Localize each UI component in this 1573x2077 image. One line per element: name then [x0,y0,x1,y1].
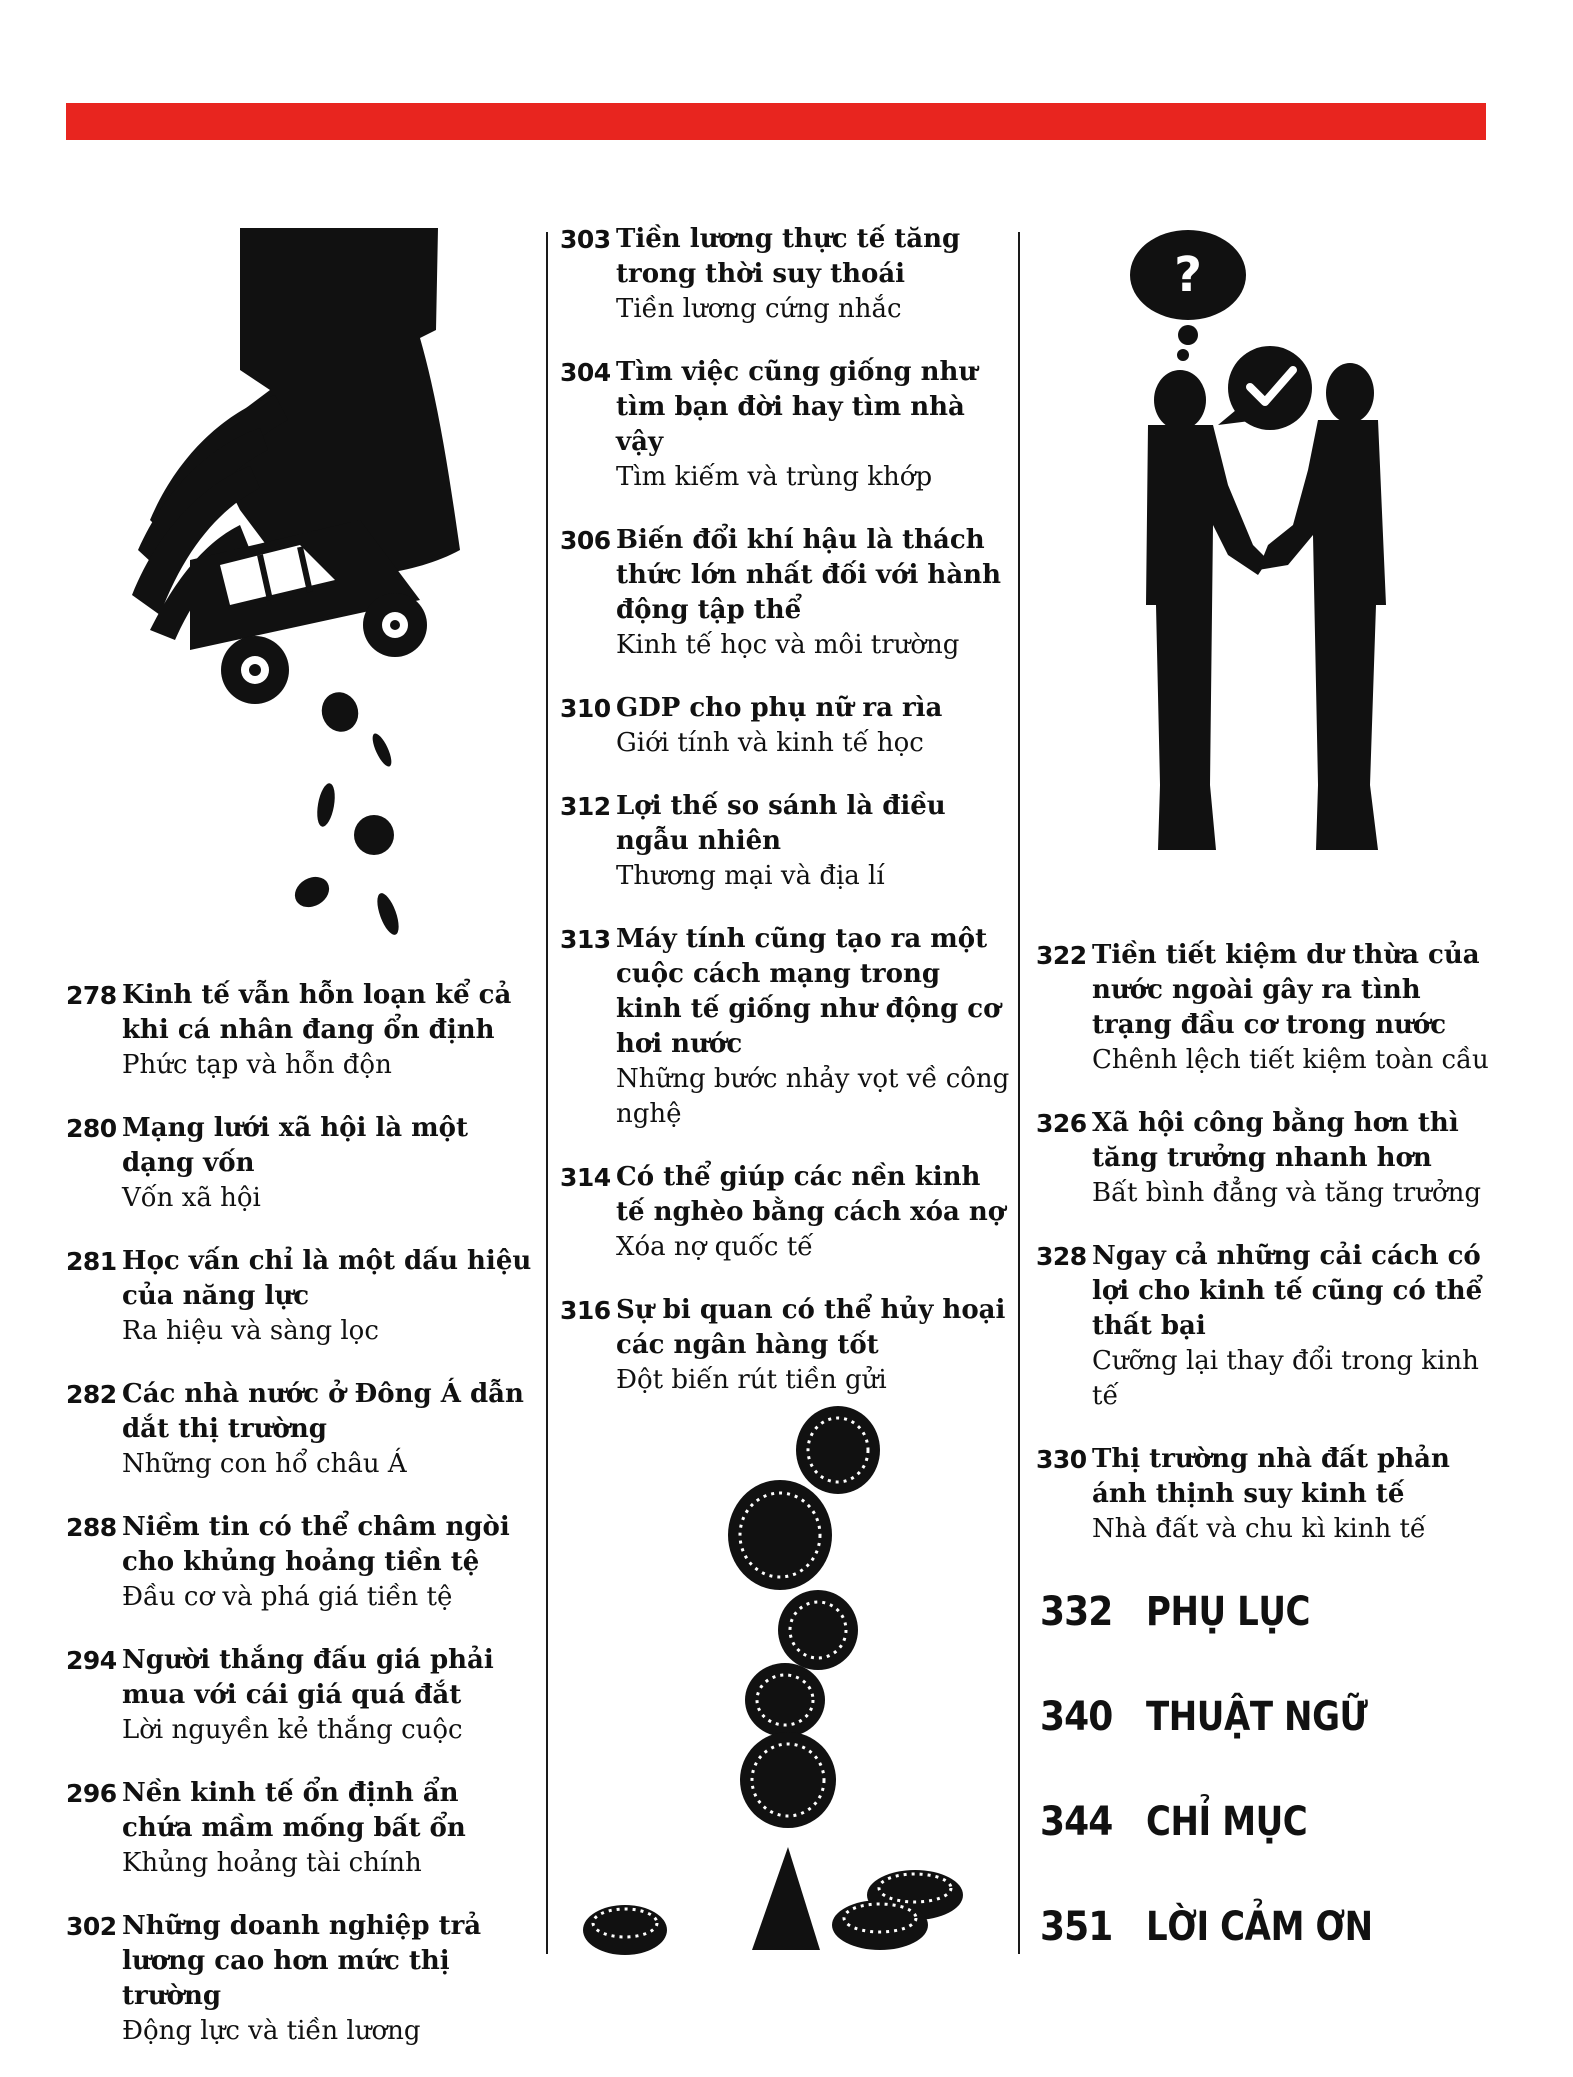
page-number: 282 [66,1380,117,1409]
page-number: 280 [66,1114,117,1143]
toc-column-middle [560,222,1010,1426]
page-number: 302 [66,1912,117,1941]
page-number: 281 [66,1247,117,1276]
entry-title: Các nhà nước ở Đông Á dẫn dắt thị trường [122,1379,524,1444]
entry-subtitle: Động lực và tiền lương [122,2016,421,2046]
page-number: 296 [66,1779,117,1808]
page-number: 303 [560,225,611,254]
toc-entry[interactable] [66,1909,536,2049]
toc-entry[interactable] [560,1160,1010,1265]
toc-entry[interactable] [66,1510,536,1615]
toc-entry[interactable] [66,1776,536,1881]
column-divider-left [546,232,548,1954]
back-matter-entry[interactable] [1040,1793,1500,1851]
entry-subtitle: Đột biến rút tiền gửi [616,1365,887,1395]
toc-entry[interactable] [66,1643,536,1748]
entry-title: Những doanh nghiệp trả lương cao hơn mức thị trường [122,1911,482,2011]
toc-entry[interactable] [66,1377,536,1482]
entry-subtitle: Tìm kiếm và trùng khớp [616,462,933,492]
entry-subtitle: Khủng hoảng tài chính [122,1848,422,1878]
entry-title: Xã hội công bằng hơn thì tăng trưởng nhanh hơn [1092,1108,1459,1173]
entry-title: Sự bi quan có thể hủy hoại các ngân hàng tốt [616,1295,1006,1360]
entry-subtitle: Giới tính và kinh tế học [616,728,924,758]
entry-title: Nền kinh tế ổn định ẩn chứa mầm mống bất ổn [122,1778,466,1843]
toc-entry[interactable] [560,222,1010,327]
toc-column-left [66,978,536,2077]
page-number: 351 [1040,1904,1113,1950]
page-number: 328 [1036,1242,1087,1271]
toc-entry[interactable] [1036,938,1496,1078]
entry-subtitle: Phức tạp và hỗn độn [122,1050,392,1080]
toc-entry[interactable] [66,978,536,1083]
entry-title: GDP cho phụ nữ ra rìa [616,693,943,723]
back-matter-entry[interactable] [1040,1583,1500,1641]
page-number: 304 [560,358,611,387]
entry-title: Có thể giúp các nền kinh tế nghèo bằng cách xóa nợ [616,1162,1006,1227]
page-number: 344 [1040,1799,1113,1845]
entry-subtitle: Thương mại và địa lí [616,861,885,891]
section-label: LỜI CẢM ƠN [1146,1904,1373,1950]
entry-title: Tiền lương thực tế tăng trong thời suy thoái [616,224,961,289]
entry-title: Ngay cả những cải cách có lợi cho kinh tế cũng có thể thất bại [1092,1241,1483,1341]
back-matter-entry[interactable] [1040,1688,1500,1746]
entry-title: Máy tính cũng tạo ra một cuộc cách mạng trong kinh tế giống như động cơ hơi nước [616,924,1001,1059]
balanced-coins-illustration [580,1395,1010,1955]
toc-entry[interactable] [66,1111,536,1216]
entry-title: Kinh tế vẫn hỗn loạn kể cả khi cá nhân đang ổn định [122,980,512,1045]
page-number: 278 [66,981,117,1010]
question-mark-icon: ? [1174,247,1202,303]
entry-subtitle: Kinh tế học và môi trường [616,630,960,660]
page-number: 310 [560,694,611,723]
toc-entry[interactable] [1036,1239,1496,1414]
handshake-illustration [1118,225,1398,850]
page-number: 340 [1040,1694,1113,1740]
page-number: 332 [1040,1589,1113,1635]
toc-entry[interactable] [1036,1442,1496,1547]
entry-title: Niềm tin có thể châm ngòi cho khủng hoảng tiền tệ [122,1512,510,1577]
toc-entry[interactable] [560,1293,1010,1398]
page-number: 312 [560,792,611,821]
toc-entry[interactable] [560,922,1010,1132]
entry-title: Tiền tiết kiệm dư thừa của nước ngoài gây ra tình trạng đầu cơ trong nước [1092,940,1480,1040]
entry-subtitle: Tiền lương cứng nhắc [616,294,902,324]
page-number: 313 [560,925,611,954]
section-label: PHỤ LỤC [1146,1589,1311,1635]
toc-entry[interactable] [560,789,1010,894]
entry-subtitle: Bất bình đẳng và tăng trưởng [1092,1178,1481,1208]
toc-entry[interactable] [560,355,1010,495]
entry-subtitle: Ra hiệu và sàng lọc [122,1316,379,1346]
entry-subtitle: Cưỡng lại thay đổi trong kinh tế [1092,1346,1479,1411]
entry-subtitle: Đầu cơ và phá giá tiền tệ [122,1582,453,1612]
entry-subtitle: Nhà đất và chu kì kinh tế [1092,1514,1426,1544]
entry-subtitle: Những con hổ châu Á [122,1449,407,1479]
toc-entry[interactable] [560,523,1010,663]
toc-column-right [1036,938,1496,1575]
entry-title: Tìm việc cũng giống như tìm bạn đời hay tìm nhà vậy [616,357,978,457]
entry-title: Thị trường nhà đất phản ánh thịnh suy kinh tế [1092,1444,1450,1509]
page-number: 326 [1036,1109,1087,1138]
section-label: THUẬT NGỮ [1146,1694,1368,1740]
entry-title: Mạng lưới xã hội là một dạng vốn [122,1113,469,1178]
page-number: 288 [66,1513,117,1542]
back-matter-list [1040,1583,1500,2003]
page-number: 294 [66,1646,117,1675]
page-number: 314 [560,1163,611,1192]
entry-subtitle: Những bước nhảy vọt về công nghệ [616,1064,1010,1129]
column-divider-right [1018,232,1020,1954]
page-number: 322 [1036,941,1087,970]
page-number: 316 [560,1296,611,1325]
entry-subtitle: Chênh lệch tiết kiệm toàn cầu [1092,1045,1489,1075]
entry-subtitle: Lời nguyền kẻ thắng cuộc [122,1715,463,1745]
section-label: CHỈ MỤC [1146,1799,1308,1845]
entry-subtitle: Vốn xã hội [122,1183,261,1213]
back-matter-entry[interactable] [1040,1898,1500,1956]
entry-title: Lợi thế so sánh là điều ngẫu nhiên [616,791,946,856]
page-number: 330 [1036,1445,1087,1474]
entry-title: Người thắng đấu giá phải mua với cái giá quá đắt [122,1645,494,1710]
toc-entry[interactable] [560,691,1010,761]
toc-entry[interactable] [66,1244,536,1349]
hand-car-coins-illustration [120,220,460,950]
entry-title: Biến đổi khí hậu là thách thức lớn nhất đối với hành động tập thể [616,525,1001,625]
toc-entry[interactable] [1036,1106,1496,1211]
entry-title: Học vấn chỉ là một dấu hiệu của năng lực [122,1246,532,1311]
entry-subtitle: Xóa nợ quốc tế [616,1232,814,1262]
accent-bar [66,103,1486,140]
page-number: 306 [560,526,611,555]
